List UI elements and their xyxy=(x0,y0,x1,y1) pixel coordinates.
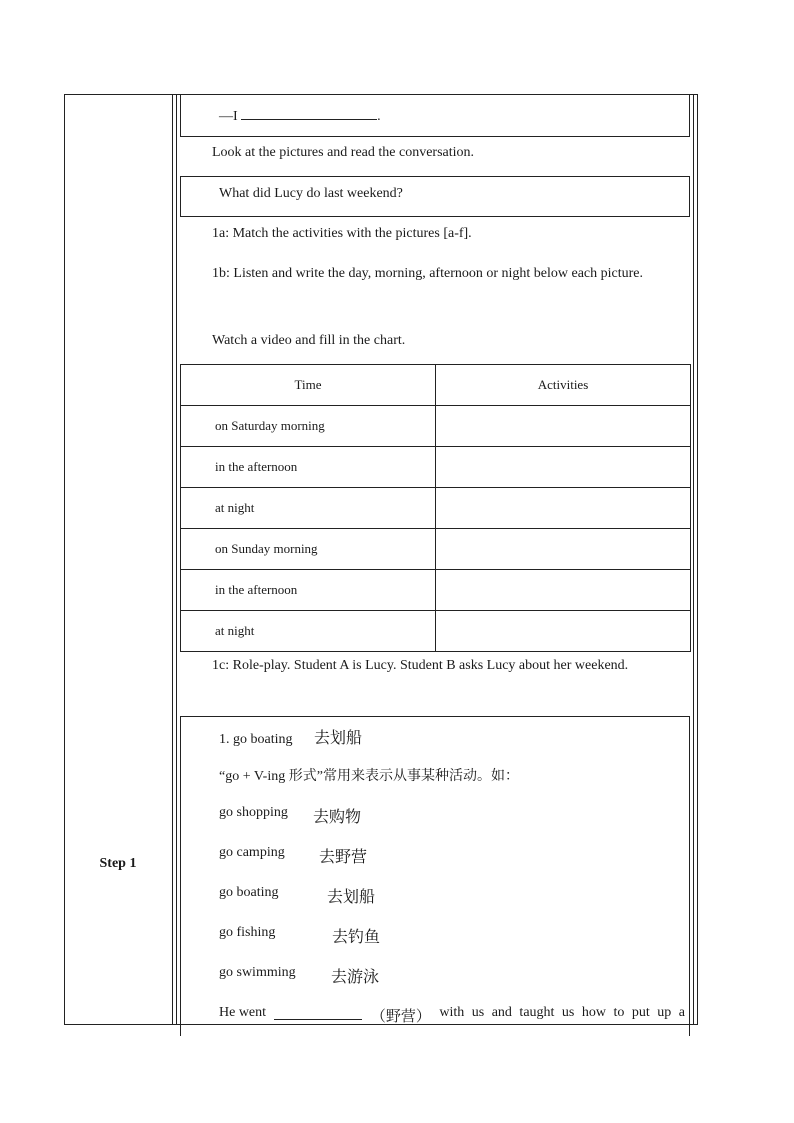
exercise-blank[interactable] xyxy=(274,1005,362,1020)
header-activities: Activities xyxy=(436,365,691,406)
time-cell: at night xyxy=(181,611,436,652)
column-divider xyxy=(693,94,694,1025)
chart-header-row xyxy=(181,365,691,406)
example-item xyxy=(219,805,288,821)
example-en: go swimming xyxy=(219,965,296,980)
activity-cell[interactable] xyxy=(436,570,691,611)
example-en: go shopping xyxy=(219,805,288,820)
time-cell: at night xyxy=(181,488,436,529)
task-1c: 1c: Role-play. Student A is Lucy. Student B asks Lucy about her weekend. xyxy=(212,658,629,673)
example-item xyxy=(219,925,275,941)
column-divider xyxy=(176,94,177,1025)
activity-cell[interactable] xyxy=(436,447,691,488)
example-zh: 去游泳 xyxy=(331,969,380,986)
notes-title-en: 1. go boating xyxy=(219,732,293,747)
table-row xyxy=(181,406,691,447)
exercise-after: with us and taught us how to put up a xyxy=(439,1005,685,1020)
exercise-line xyxy=(219,1005,685,1026)
table-row xyxy=(181,447,691,488)
time-cell: in the afternoon xyxy=(181,447,436,488)
activity-chart xyxy=(180,364,691,652)
example-zh: 去钓鱼 xyxy=(332,929,381,946)
time-cell: in the afternoon xyxy=(181,570,436,611)
example-en: go camping xyxy=(219,845,285,860)
notes-title-zh: 去划船 xyxy=(314,730,363,747)
activity-cell[interactable] xyxy=(436,488,691,529)
example-item xyxy=(219,965,296,981)
notes-title xyxy=(219,725,362,748)
answer-blank[interactable] xyxy=(241,105,377,120)
example-zh: 去购物 xyxy=(313,809,362,826)
answer-suffix: . xyxy=(377,109,381,124)
step-label: Step 1 xyxy=(99,856,137,871)
task-1b: 1b: Listen and write the day, morning, afternoon or night below each picture. xyxy=(212,266,644,281)
notes-rule: “go + V-ing 形式”常用来表示从事某种活动。如： xyxy=(219,769,519,784)
notes-box xyxy=(180,716,690,1036)
example-zh: 去野营 xyxy=(319,849,368,866)
exercise-hint: （野营） xyxy=(370,1009,431,1025)
example-en: go boating xyxy=(219,885,279,900)
table-row xyxy=(181,488,691,529)
video-instruction: Watch a video and fill in the chart. xyxy=(212,333,406,348)
task-1a: 1a: Match the activities with the pictures [a-f]. xyxy=(212,226,472,241)
time-cell: on Sunday morning xyxy=(181,529,436,570)
answer-box xyxy=(180,94,690,137)
example-item xyxy=(219,845,285,861)
look-instruction: Look at the pictures and read the conversation. xyxy=(212,145,475,160)
table-row xyxy=(181,529,691,570)
table-row xyxy=(181,570,691,611)
answer-line xyxy=(219,105,381,125)
activity-cell[interactable] xyxy=(436,529,691,570)
example-zh: 去划船 xyxy=(327,889,376,906)
answer-prefix: —I xyxy=(219,109,238,124)
question-box xyxy=(180,176,690,217)
exercise-before: He went xyxy=(219,1005,267,1020)
header-time: Time xyxy=(181,365,436,406)
example-item xyxy=(219,885,279,901)
table-row xyxy=(181,611,691,652)
activity-cell[interactable] xyxy=(436,611,691,652)
time-cell: on Saturday morning xyxy=(181,406,436,447)
question-text: What did Lucy do last weekend? xyxy=(219,186,403,201)
column-divider xyxy=(172,94,173,1025)
example-en: go fishing xyxy=(219,925,276,940)
activity-cell[interactable] xyxy=(436,406,691,447)
